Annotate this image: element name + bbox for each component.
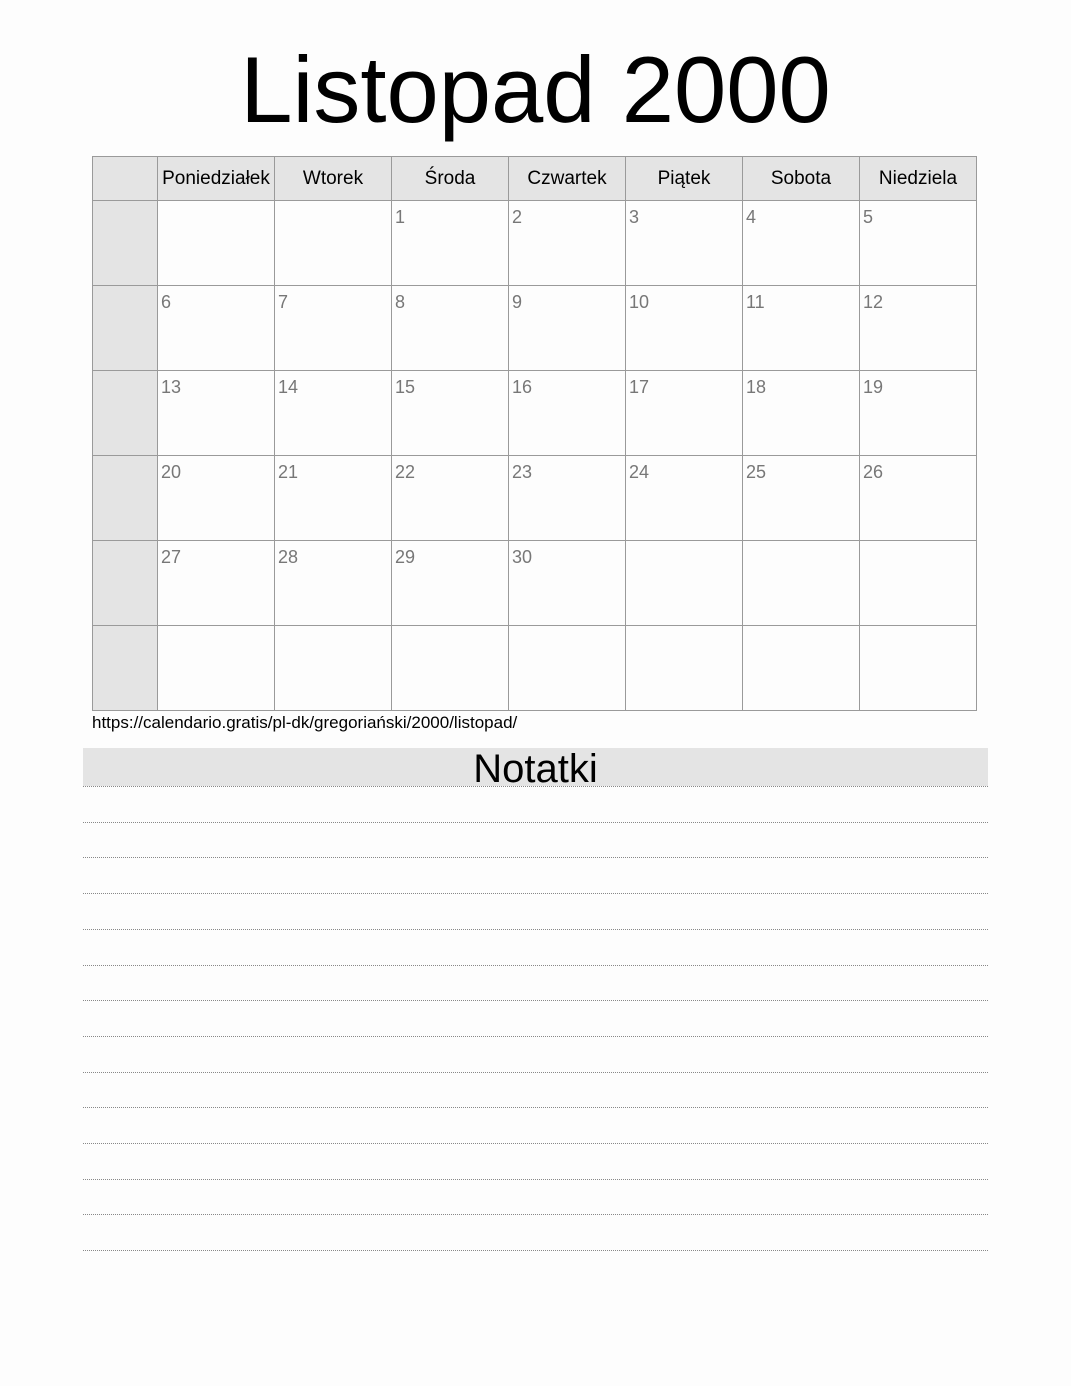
day-number: 21 bbox=[278, 462, 299, 482]
day-cell bbox=[392, 371, 509, 456]
note-line bbox=[83, 1072, 988, 1073]
week-row bbox=[93, 541, 977, 626]
note-line bbox=[83, 929, 988, 930]
week-row bbox=[93, 371, 977, 456]
weekday-header-wednesday: Środa bbox=[392, 157, 509, 201]
source-url-text: https://calendario.gratis/pl-dk/gregoriański/2000/listopad/ bbox=[92, 713, 518, 732]
day-number: 2 bbox=[512, 207, 523, 227]
week-number-header-cell bbox=[93, 157, 158, 201]
day-number: 14 bbox=[278, 377, 299, 397]
day-number: 9 bbox=[512, 292, 523, 312]
day-cell bbox=[626, 201, 743, 286]
day-cell bbox=[743, 541, 860, 626]
day-number bbox=[275, 626, 391, 632]
page-title: Listopad 2000 bbox=[240, 37, 831, 142]
note-line bbox=[83, 857, 988, 858]
day-cell bbox=[860, 286, 977, 371]
note-line bbox=[83, 1107, 988, 1108]
day-cell bbox=[392, 541, 509, 626]
day-cell bbox=[392, 201, 509, 286]
weekday-header-thursday: Czwartek bbox=[509, 157, 626, 201]
day-number: 24 bbox=[629, 462, 650, 482]
day-number bbox=[626, 541, 742, 547]
day-cell bbox=[158, 286, 275, 371]
day-cell bbox=[509, 286, 626, 371]
day-number bbox=[626, 626, 742, 632]
day-number bbox=[860, 626, 976, 632]
day-number: 10 bbox=[629, 292, 650, 312]
day-number: 20 bbox=[161, 462, 182, 482]
week-row bbox=[93, 456, 977, 541]
day-number: 18 bbox=[746, 377, 767, 397]
day-cell bbox=[158, 456, 275, 541]
day-number: 4 bbox=[746, 207, 757, 227]
day-cell bbox=[509, 626, 626, 711]
day-number bbox=[743, 541, 859, 547]
day-cell bbox=[158, 541, 275, 626]
day-cell bbox=[509, 541, 626, 626]
note-line bbox=[83, 1214, 988, 1215]
day-number bbox=[743, 626, 859, 632]
day-cell bbox=[392, 626, 509, 711]
day-number: 6 bbox=[161, 292, 172, 312]
day-cell bbox=[392, 456, 509, 541]
day-cell bbox=[509, 456, 626, 541]
day-cell bbox=[275, 371, 392, 456]
day-number bbox=[509, 626, 625, 632]
day-number: 26 bbox=[863, 462, 884, 482]
week-number-cell bbox=[93, 286, 158, 371]
day-number: 16 bbox=[512, 377, 533, 397]
day-cell bbox=[509, 201, 626, 286]
note-line bbox=[83, 1250, 988, 1251]
notes-heading: Notatki bbox=[83, 748, 988, 786]
weekday-header-tuesday: Wtorek bbox=[275, 157, 392, 201]
day-number: 15 bbox=[395, 377, 416, 397]
weekday-header-sunday: Niedziela bbox=[860, 157, 977, 201]
day-number: 29 bbox=[395, 547, 416, 567]
note-line bbox=[83, 822, 988, 823]
week-number-cell bbox=[93, 456, 158, 541]
day-cell bbox=[392, 286, 509, 371]
day-number: 5 bbox=[863, 207, 874, 227]
day-number: 23 bbox=[512, 462, 533, 482]
week-row bbox=[93, 201, 977, 286]
day-number: 17 bbox=[629, 377, 650, 397]
day-number bbox=[860, 541, 976, 547]
day-number: 27 bbox=[161, 547, 182, 567]
day-cell bbox=[626, 541, 743, 626]
weekday-header-friday: Piątek bbox=[626, 157, 743, 201]
day-cell bbox=[158, 201, 275, 286]
day-cell bbox=[626, 456, 743, 541]
day-cell bbox=[626, 286, 743, 371]
day-cell bbox=[509, 371, 626, 456]
day-number: 30 bbox=[512, 547, 533, 567]
weekday-header-monday: Poniedziałek bbox=[158, 157, 275, 201]
day-number: 25 bbox=[746, 462, 767, 482]
day-number: 3 bbox=[629, 207, 640, 227]
note-line bbox=[83, 1143, 988, 1144]
day-number: 11 bbox=[746, 292, 765, 312]
day-cell bbox=[626, 626, 743, 711]
day-cell bbox=[743, 456, 860, 541]
note-line bbox=[83, 786, 988, 787]
day-cell bbox=[158, 371, 275, 456]
week-row bbox=[93, 286, 977, 371]
week-row bbox=[93, 626, 977, 711]
week-number-cell bbox=[93, 371, 158, 456]
day-cell bbox=[275, 286, 392, 371]
day-number: 28 bbox=[278, 547, 299, 567]
week-number-cell bbox=[93, 541, 158, 626]
day-cell bbox=[275, 201, 392, 286]
day-cell bbox=[860, 201, 977, 286]
day-cell bbox=[860, 456, 977, 541]
day-cell bbox=[743, 626, 860, 711]
day-cell bbox=[626, 371, 743, 456]
day-cell bbox=[275, 626, 392, 711]
month-calendar-grid bbox=[92, 156, 977, 711]
day-number bbox=[158, 626, 274, 632]
day-cell bbox=[743, 286, 860, 371]
note-line bbox=[83, 1179, 988, 1180]
day-number bbox=[392, 626, 508, 632]
weekday-header-saturday: Sobota bbox=[743, 157, 860, 201]
weekday-header-row bbox=[93, 157, 977, 201]
day-number: 8 bbox=[395, 292, 406, 312]
day-cell bbox=[275, 456, 392, 541]
day-cell bbox=[275, 541, 392, 626]
day-number: 7 bbox=[278, 292, 289, 312]
day-cell bbox=[860, 626, 977, 711]
day-number bbox=[158, 201, 274, 207]
day-number: 19 bbox=[863, 377, 884, 397]
day-number: 1 bbox=[395, 207, 406, 227]
day-cell bbox=[743, 201, 860, 286]
day-number: 22 bbox=[395, 462, 416, 482]
week-number-cell bbox=[93, 201, 158, 286]
day-cell bbox=[158, 626, 275, 711]
week-number-cell bbox=[93, 626, 158, 711]
day-cell bbox=[743, 371, 860, 456]
note-line bbox=[83, 965, 988, 966]
day-number: 13 bbox=[161, 377, 182, 397]
day-number bbox=[275, 201, 391, 207]
note-line bbox=[83, 1000, 988, 1001]
day-number: 12 bbox=[863, 292, 884, 312]
day-cell bbox=[860, 541, 977, 626]
note-line bbox=[83, 1036, 988, 1037]
day-cell bbox=[860, 371, 977, 456]
note-line bbox=[83, 893, 988, 894]
